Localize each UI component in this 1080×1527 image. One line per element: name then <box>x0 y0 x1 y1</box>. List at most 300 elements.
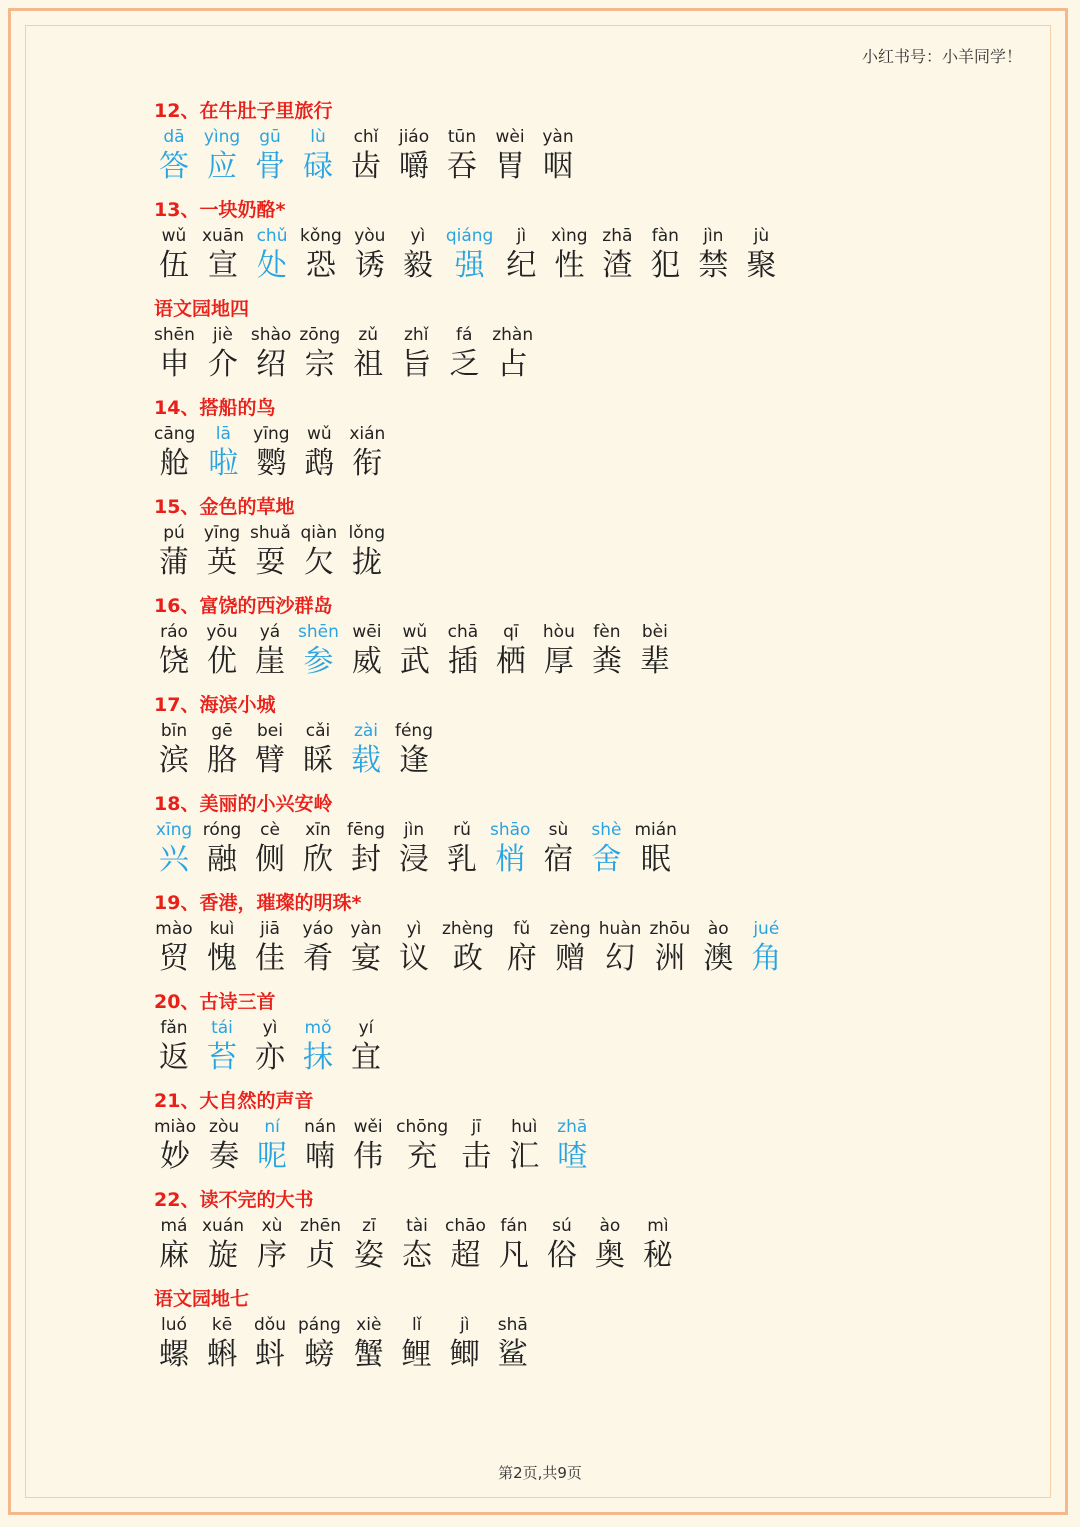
character-cell <box>349 1314 389 1374</box>
character-row <box>154 126 1034 186</box>
hanzi: 佳 <box>255 941 285 976</box>
character-row <box>154 1215 1034 1275</box>
pinyin: ào <box>599 1216 621 1236</box>
hanzi: 粪 <box>591 644 622 679</box>
character-cell <box>347 522 387 582</box>
hanzi: 麻 <box>159 1238 189 1273</box>
lesson-list <box>154 96 1034 1383</box>
lesson-block <box>154 96 1034 195</box>
hanzi: 汇 <box>509 1139 540 1174</box>
character-cell <box>395 621 435 681</box>
pinyin: zhōu <box>649 919 691 939</box>
pinyin: wǔ <box>161 226 187 246</box>
page-number: 第2页,共9页 <box>498 1464 582 1482</box>
character-cell <box>443 621 483 681</box>
pinyin: fán <box>500 1216 528 1236</box>
lesson-title: 22、读不完的大书 <box>154 1189 314 1211</box>
hanzi: 欠 <box>303 545 334 580</box>
hanzi: 栖 <box>495 644 526 679</box>
pinyin: wēi <box>352 622 382 642</box>
character-row <box>154 225 1034 285</box>
pinyin: zhēn <box>300 1216 341 1236</box>
pinyin: pú <box>163 523 185 543</box>
pinyin: chǐ <box>353 127 379 147</box>
character-cell <box>394 819 434 879</box>
character-cell <box>542 1215 582 1275</box>
pinyin: jù <box>753 226 770 246</box>
pinyin: yòu <box>354 226 386 246</box>
hanzi: 奏 <box>209 1139 240 1174</box>
hanzi: 蟹 <box>353 1337 384 1372</box>
pinyin: zhā <box>557 1117 588 1137</box>
character-cell <box>741 225 781 285</box>
pinyin: yì <box>406 919 422 939</box>
pinyin: luó <box>161 1315 187 1335</box>
character-cell <box>493 1314 533 1374</box>
pinyin: zèng <box>549 919 591 939</box>
hanzi: 苔 <box>207 1040 237 1075</box>
hanzi: 浸 <box>399 842 429 877</box>
hanzi: 舱 <box>159 446 190 481</box>
character-cell <box>202 1017 242 1077</box>
hanzi: 兴 <box>159 842 189 877</box>
pinyin: shēn <box>298 622 339 642</box>
pinyin: miào <box>154 1117 197 1137</box>
hanzi: 祖 <box>353 347 384 382</box>
pinyin: yàn <box>350 919 382 939</box>
character-cell <box>154 621 194 681</box>
hanzi: 纪 <box>506 248 537 283</box>
hanzi: 政 <box>452 941 483 976</box>
lesson-title: 15、金色的草地 <box>154 496 295 518</box>
pinyin: xù <box>261 1216 283 1236</box>
hanzi: 澳 <box>703 941 734 976</box>
hanzi: 妙 <box>160 1139 191 1174</box>
character-cell <box>154 1215 194 1275</box>
hanzi: 占 <box>497 347 528 382</box>
character-cell <box>298 126 338 186</box>
hanzi: 绍 <box>256 347 287 382</box>
character-cell <box>494 1215 534 1275</box>
pinyin: tūn <box>447 127 477 147</box>
character-cell <box>154 720 194 780</box>
hanzi: 饶 <box>159 644 189 679</box>
hanzi: 贸 <box>159 941 189 976</box>
character-cell <box>442 918 494 978</box>
pinyin: jué <box>753 919 780 939</box>
character-row <box>154 720 1034 780</box>
lesson-title: 18、美丽的小兴安岭 <box>154 793 333 815</box>
hanzi: 洲 <box>654 941 685 976</box>
character-cell <box>154 225 194 285</box>
pinyin: xīn <box>305 820 331 840</box>
hanzi: 奥 <box>594 1238 625 1273</box>
hanzi: 性 <box>554 248 585 283</box>
character-cell <box>346 1017 386 1077</box>
hanzi: 充 <box>407 1139 438 1174</box>
pinyin: ní <box>264 1117 280 1137</box>
pinyin: mián <box>634 820 677 840</box>
hanzi: 毅 <box>402 248 433 283</box>
character-cell <box>250 522 291 582</box>
character-row <box>154 1314 1034 1374</box>
character-cell <box>350 225 390 285</box>
character-cell <box>250 126 290 186</box>
hanzi: 击 <box>461 1139 492 1174</box>
pinyin: nán <box>304 1117 337 1137</box>
hanzi: 欣 <box>303 842 333 877</box>
pinyin: huàn <box>598 919 642 939</box>
hanzi: 议 <box>399 941 429 976</box>
pinyin: róng <box>202 820 242 840</box>
hanzi: 宜 <box>351 1040 381 1075</box>
hanzi: 处 <box>257 248 288 283</box>
hanzi: 旋 <box>208 1238 239 1273</box>
character-cell <box>250 819 290 879</box>
header-note: 小红书号：小羊同学！ <box>861 47 1022 66</box>
character-cell <box>251 423 291 483</box>
hanzi: 亦 <box>255 1040 285 1075</box>
hanzi: 宴 <box>351 941 381 976</box>
hanzi: 崖 <box>255 644 285 679</box>
hanzi: 鹦 <box>256 446 287 481</box>
hanzi: 喳 <box>557 1139 588 1174</box>
pinyin: xuán <box>202 1216 245 1236</box>
hanzi: 啦 <box>208 446 239 481</box>
character-cell <box>538 126 578 186</box>
character-cell <box>154 126 194 186</box>
pinyin: qī <box>503 622 519 642</box>
hanzi: 英 <box>207 545 237 580</box>
hanzi: 胳 <box>207 743 237 778</box>
lesson-block <box>154 888 1034 987</box>
pinyin: huì <box>511 1117 538 1137</box>
pinyin: hòu <box>542 622 575 642</box>
pinyin: ào <box>707 919 729 939</box>
hanzi: 骨 <box>255 149 285 184</box>
character-cell <box>154 1116 196 1176</box>
hanzi: 肴 <box>303 941 333 976</box>
character-cell <box>552 1116 592 1176</box>
hanzi: 凡 <box>498 1238 529 1273</box>
character-cell <box>202 918 242 978</box>
character-row <box>154 1116 1034 1176</box>
hanzi: 威 <box>351 644 382 679</box>
character-cell <box>300 1215 341 1275</box>
character-cell <box>202 1314 242 1374</box>
pinyin: wěi <box>353 1117 383 1137</box>
hanzi: 返 <box>159 1040 189 1075</box>
pinyin: mǒ <box>304 1018 332 1038</box>
pinyin: zài <box>353 721 379 741</box>
character-cell <box>587 621 627 681</box>
hanzi: 鲨 <box>497 1337 528 1372</box>
character-cell <box>298 1017 338 1077</box>
hanzi: 旨 <box>401 347 432 382</box>
character-cell <box>299 423 339 483</box>
hanzi: 赠 <box>555 941 586 976</box>
pinyin: kē <box>211 1315 233 1335</box>
hanzi: 府 <box>506 941 537 976</box>
character-cell <box>442 819 482 879</box>
character-cell <box>202 1215 244 1275</box>
hanzi: 封 <box>351 842 381 877</box>
character-cell <box>154 423 195 483</box>
lesson-title: 13、一块奶酪* <box>154 199 286 221</box>
hanzi: 渣 <box>602 248 633 283</box>
character-cell <box>538 819 578 879</box>
pinyin: jiè <box>212 325 233 345</box>
pinyin: jìn <box>703 226 724 246</box>
character-row <box>154 423 1034 483</box>
pinyin: jì <box>460 1315 470 1335</box>
character-cell <box>550 918 591 978</box>
pinyin: bei <box>257 721 283 741</box>
character-cell <box>300 225 342 285</box>
character-cell <box>504 1116 544 1176</box>
character-cell <box>204 1116 244 1176</box>
lesson-title: 17、海滨小城 <box>154 694 276 716</box>
character-cell <box>154 918 194 978</box>
pinyin: rǔ <box>453 820 471 840</box>
hanzi: 臂 <box>255 743 285 778</box>
lesson-title: 21、大自然的声音 <box>154 1090 314 1112</box>
pinyin: wǔ <box>402 622 428 642</box>
character-row <box>154 918 1034 978</box>
pinyin: kǒng <box>300 226 342 246</box>
pinyin: xián <box>349 424 386 444</box>
hanzi: 睬 <box>303 743 333 778</box>
hanzi: 吞 <box>447 149 477 184</box>
pinyin: chā <box>447 622 479 642</box>
pinyin: zī <box>362 1216 376 1236</box>
pinyin: jì <box>516 226 527 246</box>
lesson-block <box>154 987 1034 1086</box>
pinyin: xiè <box>356 1315 382 1335</box>
character-cell <box>154 1017 194 1077</box>
character-cell <box>203 324 243 384</box>
hanzi: 逢 <box>399 743 429 778</box>
lesson-block <box>154 1086 1034 1185</box>
lesson-block <box>154 1185 1034 1284</box>
pinyin: yá <box>259 622 281 642</box>
lesson-block <box>154 294 1034 393</box>
pinyin: tái <box>211 1018 233 1038</box>
pinyin: gū <box>259 127 281 147</box>
pinyin: chōng <box>396 1117 449 1137</box>
character-cell <box>444 324 484 384</box>
pinyin: shā <box>497 1315 528 1335</box>
pinyin: zǔ <box>358 325 379 345</box>
pinyin: fǔ <box>513 919 531 939</box>
pinyin: fèn <box>593 622 621 642</box>
pinyin: jiáo <box>398 127 430 147</box>
character-cell <box>590 1215 630 1275</box>
hanzi: 伟 <box>353 1139 384 1174</box>
character-row <box>154 1017 1034 1077</box>
hanzi: 喃 <box>305 1139 336 1174</box>
character-cell <box>442 126 482 186</box>
pinyin: lǒng <box>348 523 386 543</box>
lesson-block <box>154 591 1034 690</box>
hanzi: 拢 <box>351 545 382 580</box>
hanzi: 秘 <box>642 1238 673 1273</box>
lesson-title: 12、在牛肚子里旅行 <box>154 100 333 122</box>
pinyin: ráo <box>160 622 188 642</box>
pinyin: cāng <box>154 424 196 444</box>
hanzi: 蚪 <box>255 1337 285 1372</box>
character-cell <box>396 324 436 384</box>
hanzi: 蝌 <box>207 1337 237 1372</box>
hanzi: 强 <box>454 248 485 283</box>
hanzi: 抹 <box>303 1040 333 1075</box>
hanzi: 恐 <box>305 248 336 283</box>
character-cell <box>298 1314 341 1374</box>
character-cell <box>202 225 244 285</box>
lesson-title: 语文园地七 <box>154 1288 250 1310</box>
pinyin: cè <box>260 820 280 840</box>
character-cell <box>298 621 339 681</box>
pinyin: qiàn <box>300 523 338 543</box>
hanzi: 螃 <box>304 1337 335 1372</box>
pinyin: bèi <box>641 622 668 642</box>
pinyin: zòu <box>209 1117 240 1137</box>
lesson-title: 16、富饶的西沙群岛 <box>154 595 333 617</box>
hanzi: 滨 <box>159 743 189 778</box>
character-cell <box>202 819 242 879</box>
character-cell <box>446 225 494 285</box>
hanzi: 姿 <box>353 1238 384 1273</box>
lesson-title: 20、古诗三首 <box>154 991 276 1013</box>
hanzi: 申 <box>159 347 190 382</box>
character-cell <box>300 1116 340 1176</box>
character-row <box>154 522 1034 582</box>
character-cell <box>252 1116 292 1176</box>
lesson-block <box>154 195 1034 294</box>
pinyin: zhǐ <box>404 325 429 345</box>
hanzi: 宿 <box>543 842 574 877</box>
character-cell <box>396 1116 448 1176</box>
pinyin: fēng <box>346 820 385 840</box>
hanzi: 插 <box>447 644 478 679</box>
character-cell <box>501 225 541 285</box>
pinyin: kuì <box>209 919 235 939</box>
pinyin: shāo <box>490 820 531 840</box>
lesson-block <box>154 789 1034 888</box>
hanzi: 嚼 <box>399 149 429 184</box>
hanzi: 侧 <box>255 842 285 877</box>
character-cell <box>346 126 386 186</box>
pinyin: lǐ <box>412 1315 422 1335</box>
hanzi: 蒲 <box>159 545 189 580</box>
hanzi: 齿 <box>351 149 381 184</box>
character-cell <box>586 819 626 879</box>
hanzi: 梢 <box>495 842 526 877</box>
character-cell <box>445 1215 486 1275</box>
pinyin: zhàn <box>492 325 534 345</box>
character-cell <box>347 621 387 681</box>
pinyin: yīng <box>253 424 290 444</box>
character-cell <box>203 423 243 483</box>
character-cell <box>698 918 738 978</box>
character-cell <box>445 1314 485 1374</box>
pinyin: shào <box>250 325 292 345</box>
character-cell <box>252 1215 292 1275</box>
pinyin: qiáng <box>445 226 494 246</box>
character-cell <box>348 1116 388 1176</box>
pinyin: yì <box>262 1018 278 1038</box>
character-cell <box>398 225 438 285</box>
character-cell <box>250 720 290 780</box>
character-cell <box>693 225 733 285</box>
character-row <box>154 621 1034 681</box>
hanzi: 舍 <box>591 842 622 877</box>
character-cell <box>202 621 242 681</box>
pinyin: xìng <box>551 226 588 246</box>
pinyin: fàn <box>651 226 679 246</box>
hanzi: 答 <box>159 149 189 184</box>
hanzi: 犯 <box>650 248 681 283</box>
hanzi: 乳 <box>447 842 477 877</box>
character-cell <box>597 225 637 285</box>
character-cell <box>649 918 690 978</box>
lesson-title: 语文园地四 <box>154 298 250 320</box>
character-cell <box>490 819 530 879</box>
hanzi: 融 <box>207 842 237 877</box>
character-cell <box>299 324 340 384</box>
hanzi: 宣 <box>208 248 239 283</box>
pinyin: jìn <box>403 820 425 840</box>
pinyin: dā <box>163 127 185 147</box>
character-cell <box>250 1314 290 1374</box>
character-cell <box>638 1215 678 1275</box>
pinyin: sú <box>552 1216 572 1236</box>
character-cell <box>299 522 339 582</box>
character-cell <box>250 918 290 978</box>
lesson-block <box>154 393 1034 492</box>
pinyin: bīn <box>160 721 188 741</box>
hanzi: 伍 <box>159 248 189 283</box>
pinyin: má <box>160 1216 188 1236</box>
character-cell <box>202 720 242 780</box>
pinyin: fǎn <box>160 1018 188 1038</box>
character-cell <box>346 918 386 978</box>
pinyin: fá <box>456 325 473 345</box>
hanzi: 俗 <box>546 1238 577 1273</box>
hanzi: 乏 <box>449 347 480 382</box>
hanzi: 超 <box>450 1238 481 1273</box>
character-cell <box>251 324 291 384</box>
character-cell <box>347 423 387 483</box>
lesson-block <box>154 492 1034 591</box>
hanzi: 参 <box>303 644 334 679</box>
pinyin: xuān <box>202 226 245 246</box>
pinyin: xīng <box>155 820 193 840</box>
character-cell <box>346 720 386 780</box>
character-cell <box>502 918 542 978</box>
pinyin: zōng <box>299 325 341 345</box>
character-cell <box>202 126 242 186</box>
pinyin: yīng <box>203 523 241 543</box>
hanzi: 耍 <box>255 545 286 580</box>
character-cell <box>202 522 242 582</box>
pinyin: lù <box>310 127 326 147</box>
hanzi: 宗 <box>304 347 335 382</box>
character-cell <box>645 225 685 285</box>
pinyin: mì <box>647 1216 669 1236</box>
lesson-block <box>154 690 1034 789</box>
hanzi: 应 <box>207 149 237 184</box>
